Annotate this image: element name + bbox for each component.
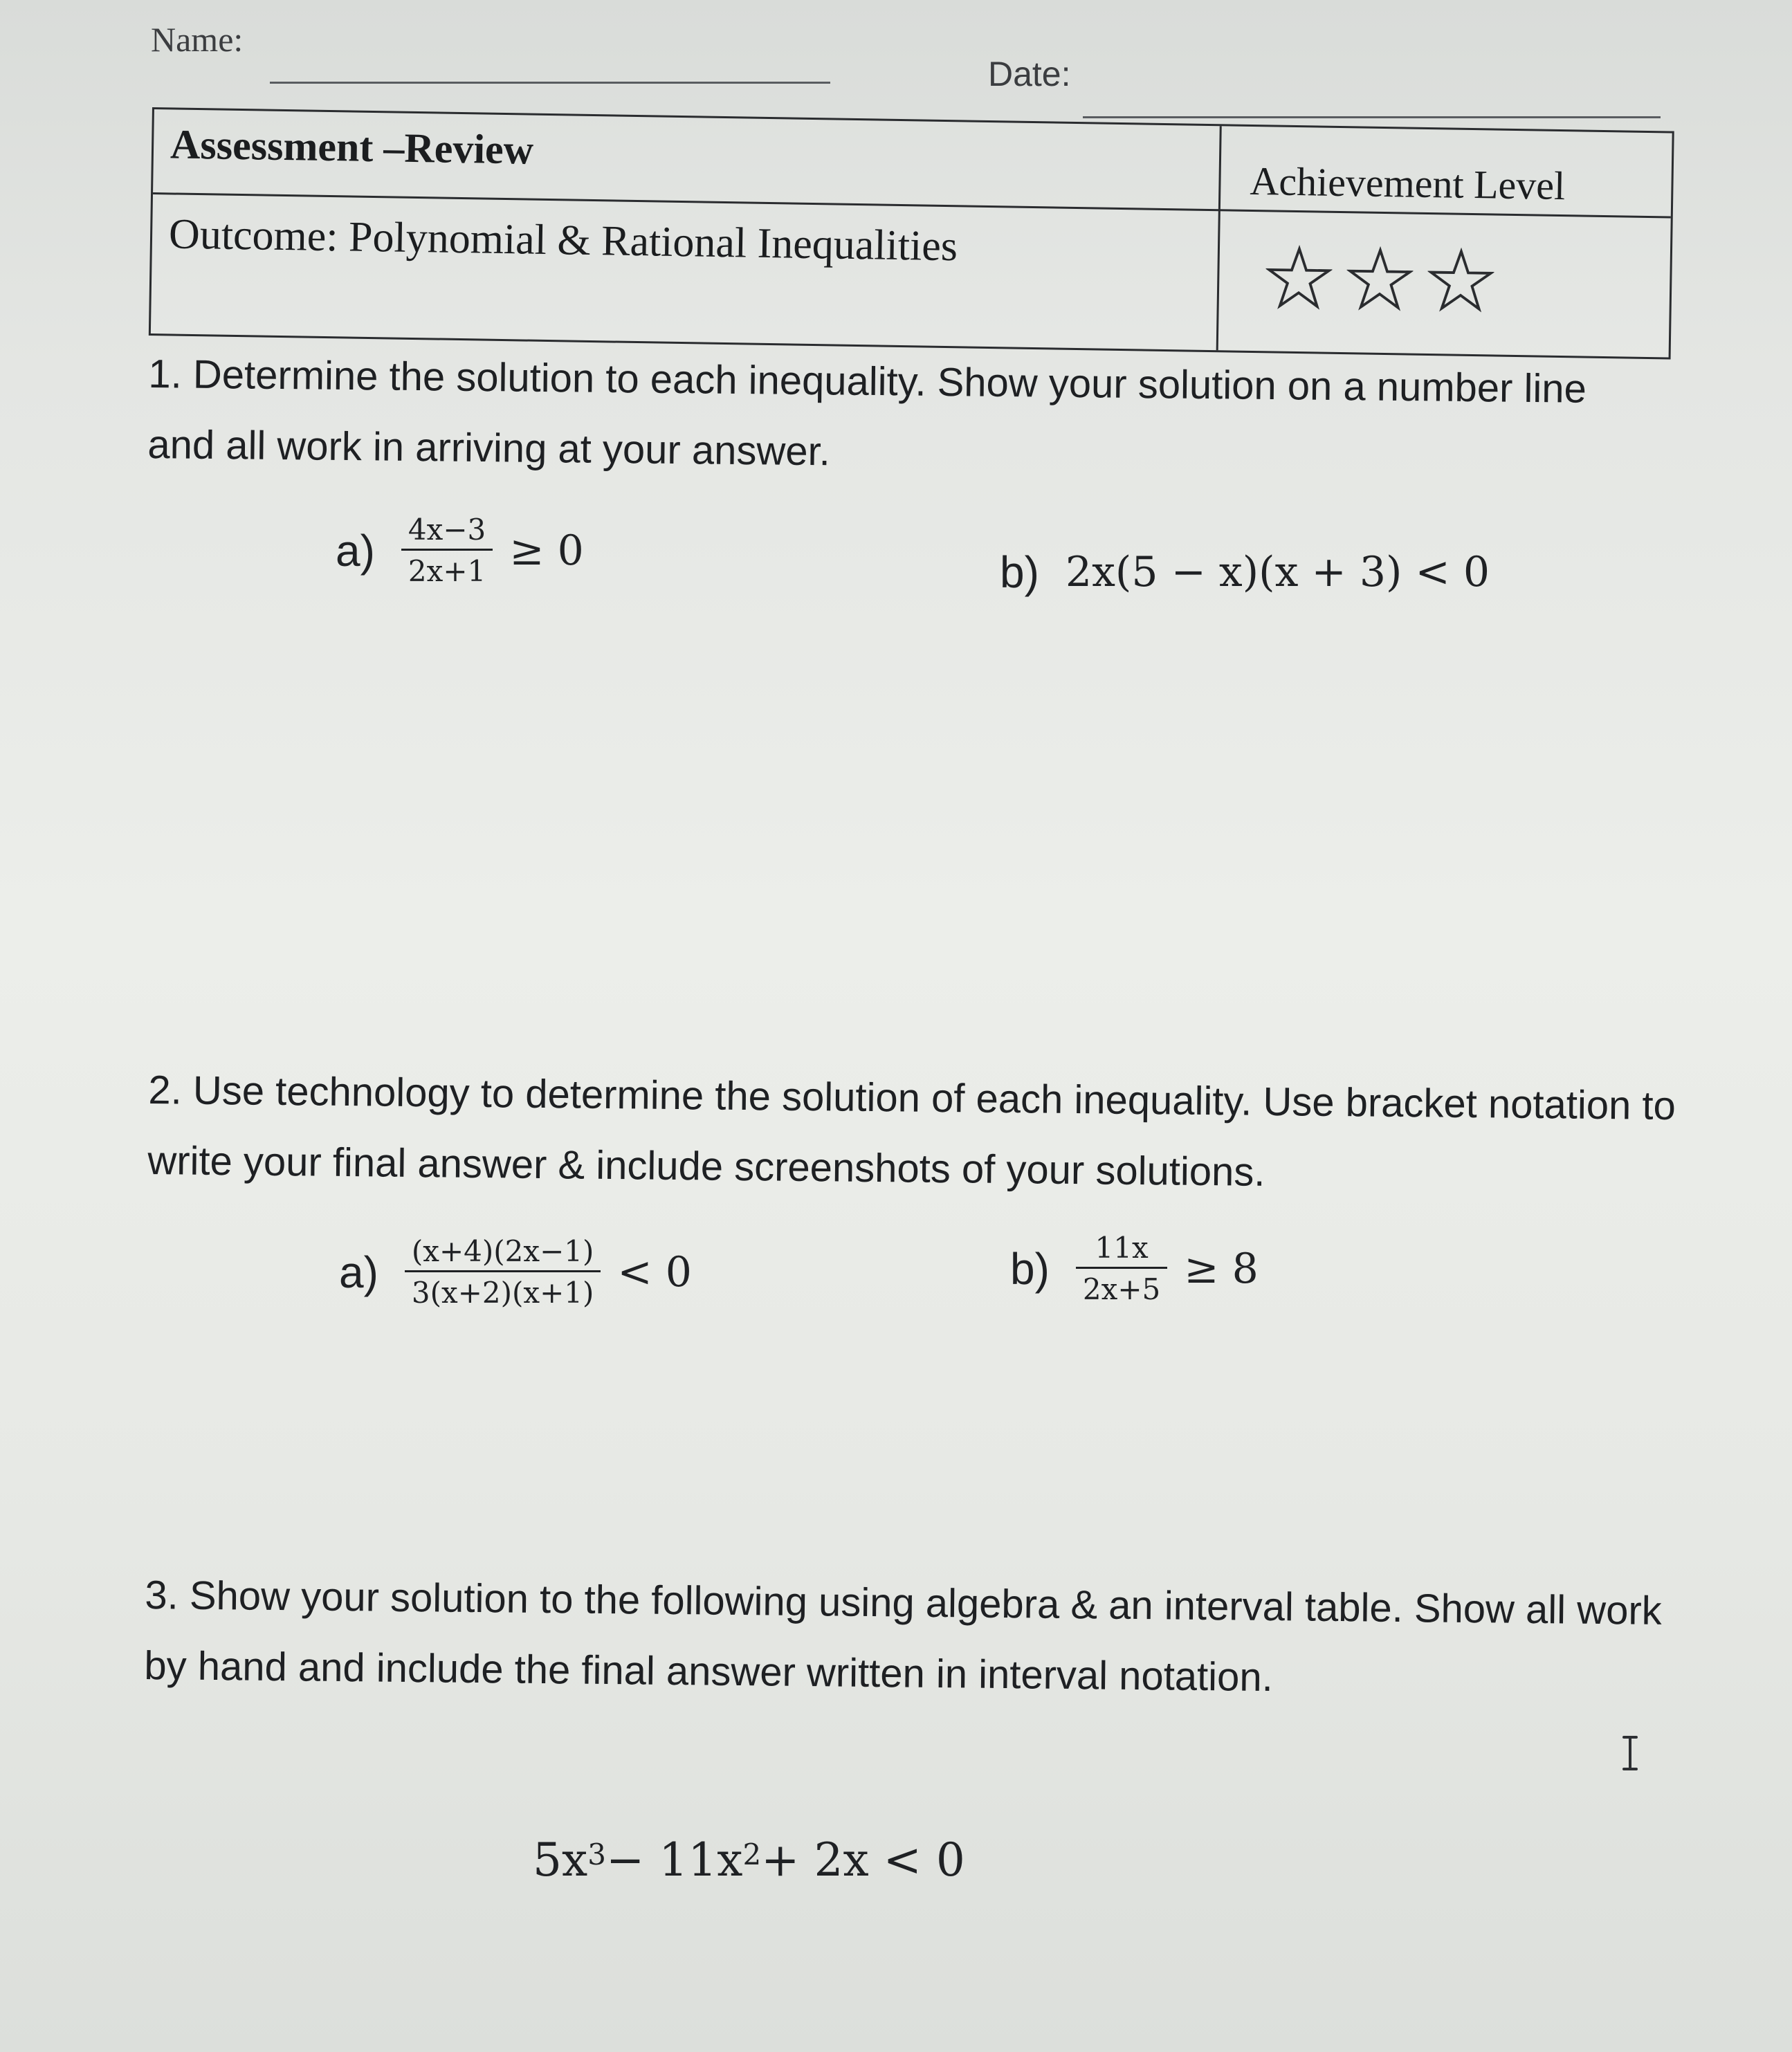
question-2a-expression — [339, 1235, 692, 1309]
achievement-level-header: Achievement Level — [1250, 158, 1566, 209]
name-label: Name: — [151, 20, 244, 59]
question-1a-denominator: 2x+1 — [408, 554, 486, 589]
question-1a-expression — [336, 513, 584, 587]
question-2b-tail: ≥ 8 — [1184, 1244, 1259, 1293]
question-2b-fraction — [1076, 1231, 1167, 1306]
question-2a-denominator: 3(x+2)(x+1) — [411, 1276, 594, 1310]
assessment-table — [149, 107, 1674, 360]
outcome-text: Outcome: Polynomial & Rational Inequalities — [168, 210, 958, 271]
star-outline-icon — [1265, 244, 1333, 311]
name-line — [270, 82, 830, 84]
date-label: Date: — [988, 55, 1071, 93]
star-outline-icon — [1346, 246, 1414, 313]
star-outline-icon — [1427, 247, 1494, 314]
text-cursor-icon — [1621, 1735, 1639, 1771]
polynomial-rest: + 2x < 0 — [761, 1833, 965, 1887]
question-2a-label: a) — [339, 1247, 378, 1297]
polynomial-power-2: 2 — [742, 1838, 762, 1871]
date-line — [1083, 116, 1661, 118]
question-2b-numerator: 11x — [1095, 1231, 1149, 1265]
table-vertical-divider — [1216, 126, 1222, 350]
fraction-bar — [1076, 1267, 1167, 1269]
fraction-bar — [405, 1270, 601, 1272]
question-1a-numerator: 4x−3 — [408, 513, 486, 547]
polynomial-term-2: − 11x — [605, 1833, 743, 1887]
fraction-bar — [401, 549, 493, 551]
polynomial-power-1: 3 — [587, 1838, 606, 1871]
question-2b-expression — [1010, 1231, 1259, 1306]
question-1b-label: b) — [1000, 547, 1039, 597]
assessment-title: Assessment –Review — [170, 121, 534, 173]
question-2-prompt: 2. Use technology to determine the solution of each inequality. Use bracket notation to write your final answer & include screenshots of your solutions. — [147, 1067, 1676, 1195]
question-1b-expression — [1000, 547, 1490, 598]
polynomial-term-1: 5x — [533, 1833, 588, 1887]
question-2a-fraction — [405, 1235, 601, 1309]
achievement-stars — [1265, 244, 1494, 324]
question-1a-tail: ≥ 0 — [509, 526, 584, 575]
question-1-prompt: 1. Determine the solution to each inequality. Show your solution on a number line and all work in arriving at your answer. — [147, 351, 1587, 474]
question-1a-fraction — [401, 513, 493, 587]
question-1b-formula: 2x(5 − x)(x + 3) < 0 — [1065, 548, 1490, 596]
question-2b-label: b) — [1010, 1243, 1050, 1294]
question-2b-denominator: 2x+5 — [1082, 1272, 1161, 1307]
question-3-prompt: 3. Show your solution to the following using algebra & an interval table. Show all work by hand and include the final answer written in interval notation. — [144, 1572, 1663, 1700]
question-2a-numerator: (x+4)(2x−1) — [411, 1234, 594, 1268]
question-1a-label: a) — [336, 525, 375, 576]
question-3-polynomial — [533, 1833, 965, 1887]
question-2a-tail: < 0 — [617, 1247, 692, 1297]
